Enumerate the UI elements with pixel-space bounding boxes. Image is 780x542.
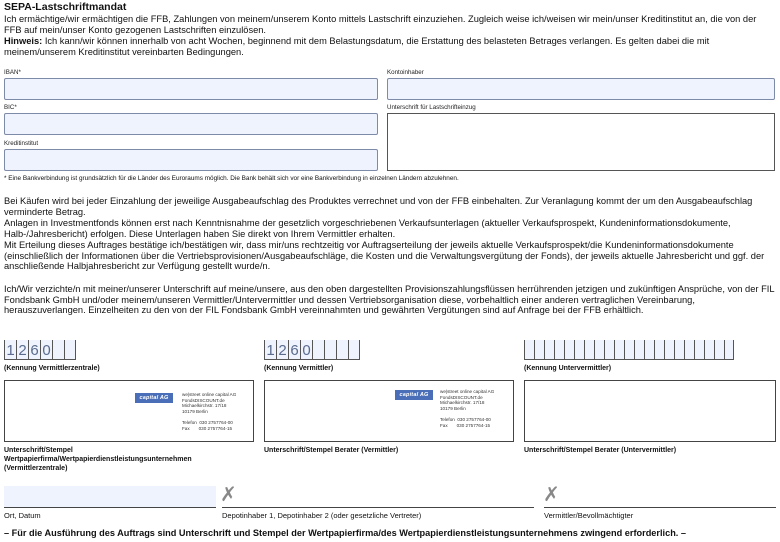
- code-digit-cell[interactable]: 1: [4, 340, 16, 360]
- code-digit-cell[interactable]: [624, 340, 634, 360]
- code-digit-cell[interactable]: [584, 340, 594, 360]
- code-digit-cell[interactable]: [704, 340, 714, 360]
- code-digit-cell[interactable]: 6: [288, 340, 300, 360]
- documents-paragraph: Anlagen in Investmentfonds können erst nach Kenntnisnahme der gesetzlich vorgeschriebenen Verkaufsunterlagen (aktueller Verkaufsprospekt, Kundeninformationsdokumente, Halb-/Jahresbericht) erfolgen. Diese Unterlagen haben Sie direkt von Ihrem Vermittler erhalten.: [4, 218, 731, 239]
- depot-x-mark-icon: ✗: [220, 482, 237, 506]
- code-digit-cell[interactable]: [684, 340, 694, 360]
- code-digit-cell[interactable]: [654, 340, 664, 360]
- code-digit-cell[interactable]: [694, 340, 704, 360]
- subagent-stamp-box[interactable]: [524, 380, 776, 442]
- agent-x-mark-icon: ✗: [543, 482, 560, 506]
- code-digit-cell[interactable]: [52, 340, 64, 360]
- code-digit-cell[interactable]: [634, 340, 644, 360]
- code-digit-cell[interactable]: [348, 340, 360, 360]
- waiver-paragraph: Ich/Wir verzichte/n mit meiner/unserer Unterschrift auf meine/unsere, aus den oben dargestellten Provisionszahlungsflüssen herrührenden jetzigen und zukünftigen Ansprüche, von der FIL Fondsbank GmbH und/oder meinem/unseren Vermittler/Untervermittler und dessen Vertriebsorganisation diese, vorbehaltlich einer anderen vertraglichen Vereinbarung, herauszuverlangen. Einzelheiten zu den von der FIL Fondsbank GmbH vereinnahmten und gewährten Vergütungen sind auf Anfrage bei der FFB erhältlich.: [4, 284, 775, 316]
- debit-signature-box[interactable]: [387, 113, 775, 171]
- code-digit-cell[interactable]: [524, 340, 534, 360]
- code-digit-cell[interactable]: [312, 340, 324, 360]
- code-digit-cell[interactable]: [714, 340, 724, 360]
- advisor-signature-label: Unterschrift/Stempel Berater (Vermittler): [264, 447, 399, 454]
- hint-label: Hinweis:: [4, 36, 43, 46]
- firm-stamp-box[interactable]: [4, 380, 254, 442]
- untervermittler-code-input[interactable]: [524, 340, 734, 360]
- code-digit-cell[interactable]: [594, 340, 604, 360]
- confirmation-paragraph: Mit Erteilung dieses Auftrages bestätige ich/bestätigen wir, dass mir/uns rechtzeitig vor Auftragserteilung der jeweils aktuelle Verkaufsprospekt/die Kundeninformationsdokumente (einschließlich der Informationen über die Vertriebsprovisionen/Ausgabeaufschläge, die Kosten und die Verwaltungsvergütung der Fonds), der jeweils aktuelle Jahresbericht und ggf. der anschließende Halbjahresbericht zur Verfügung gestellt wurde/n.: [4, 240, 765, 272]
- iban-input[interactable]: [4, 78, 378, 100]
- zentrale-code-label: (Kennung Vermittlerzentrale): [4, 365, 100, 372]
- bank-footnote: * Eine Bankverbindung ist grundsätzlich für die Länder des Euroraums möglich. Die Bank behält sich vor eine Bankverbindung in einzelnen Ländern abzulehnen.: [4, 175, 459, 182]
- code-digit-cell[interactable]: [564, 340, 574, 360]
- advisor-stamp-box[interactable]: [264, 380, 514, 442]
- bic-input[interactable]: [4, 113, 378, 135]
- holder-input[interactable]: [387, 78, 775, 100]
- place-date-label: Ort, Datum: [4, 511, 41, 520]
- bic-label: BIC*: [4, 104, 17, 111]
- debit-signature-label: Unterschrift für Lastschrifteinzug: [387, 104, 476, 111]
- code-digit-cell[interactable]: 6: [28, 340, 40, 360]
- code-digit-cell[interactable]: [664, 340, 674, 360]
- stamp-address: we|street online capital AG FondsDISCOUNT.de Michaelkirchstr. 17/18 10179 Berlin Telefon 030 2757764-00 Fax 030 2757764-15: [182, 392, 237, 431]
- vermittler-code-label: (Kennung Vermittler): [264, 365, 334, 372]
- code-digit-cell[interactable]: [604, 340, 614, 360]
- code-digit-cell[interactable]: [724, 340, 734, 360]
- code-digit-cell[interactable]: [614, 340, 624, 360]
- code-digit-cell[interactable]: [674, 340, 684, 360]
- code-digit-cell[interactable]: 1: [264, 340, 276, 360]
- bank-input[interactable]: [4, 149, 378, 171]
- depot-signature-label: Depotinhaber 1, Depotinhaber 2 (oder gesetzliche Vertreter): [222, 511, 422, 520]
- zentrale-code-input[interactable]: [4, 340, 76, 360]
- closing-notice: – Für die Ausführung des Auftrags sind Unterschrift und Stempel der Wertpapierfirma/des Wertpapierdienstleistungsunternehmens zwingend erforderlich. –: [4, 528, 687, 538]
- subagent-signature-label: Unterschrift/Stempel Berater (Untervermittler): [524, 447, 677, 454]
- fee-paragraph: Bei Käufen wird bei jeder Einzahlung der jeweilige Ausgabeaufschlag des Produktes verrechnet und von der FFB einbehalten. Zur Veranlagung kommt der um den Ausgabeaufschlag verminderte Betrag.: [4, 196, 753, 217]
- iban-label: IBAN*: [4, 69, 21, 76]
- code-digit-cell[interactable]: [324, 340, 336, 360]
- stamp-logo: capital AG: [395, 390, 433, 400]
- place-date-line: [4, 507, 216, 508]
- hint-paragraph: [4, 36, 776, 57]
- code-digit-cell[interactable]: [534, 340, 544, 360]
- code-digit-cell[interactable]: [64, 340, 76, 360]
- mandate-text: Ich ermächtige/wir ermächtigen die FFB, Zahlungen von meinem/unserem Konto mittels Lastschrift einzuziehen. Zugleich weise ich/weisen wir mein/unser Kreditinstitut an, die von der FFB auf mein/unser Konto gezogenen Lastschriften einzulösen.: [4, 14, 757, 35]
- stamp-address: we|street online capital AG FondsDISCOUNT.de Michaelkirchstr. 17/18 10179 Berlin Telefon 030 2757764-00 Fax 030 2757764-15: [440, 389, 495, 428]
- code-digit-cell[interactable]: 2: [276, 340, 288, 360]
- code-digit-cell[interactable]: 0: [40, 340, 52, 360]
- stamp-logo: capital AG: [135, 393, 173, 403]
- code-digit-cell[interactable]: [574, 340, 584, 360]
- untervermittler-code-label: (Kennung Untervermittler): [524, 365, 612, 372]
- code-digit-cell[interactable]: 2: [16, 340, 28, 360]
- code-digit-cell[interactable]: 0: [300, 340, 312, 360]
- holder-label: Kontoinhaber: [387, 69, 424, 76]
- code-digit-cell[interactable]: [544, 340, 554, 360]
- agent-signature-line[interactable]: [544, 507, 776, 508]
- agent-signature-label: Vermittler/Bevollmächtigter: [544, 511, 634, 520]
- code-digit-cell[interactable]: [554, 340, 564, 360]
- code-digit-cell[interactable]: [644, 340, 654, 360]
- bank-label: Kreditinstitut: [4, 140, 39, 147]
- place-date-input[interactable]: [4, 486, 216, 507]
- firm-signature-label: Unterschrift/Stempel Wertpapierfirma/Wertpapierdienstleistungsunternehmen (Vermittlerzentrale): [4, 447, 192, 472]
- vermittler-code-input[interactable]: [264, 340, 360, 360]
- code-digit-cell[interactable]: [336, 340, 348, 360]
- depot-signature-line[interactable]: [222, 507, 534, 508]
- mandate-title: SEPA-Lastschriftmandat: [4, 1, 127, 13]
- hint-text: Ich kann/wir können innerhalb von acht Wochen, beginnend mit dem Belastungsdatum, die Erstattung des belasteten Betrages verlangen. Es gelten dabei die mit meinem/unserem Kreditinstitut vereinbarten Bedingungen.: [4, 36, 710, 57]
